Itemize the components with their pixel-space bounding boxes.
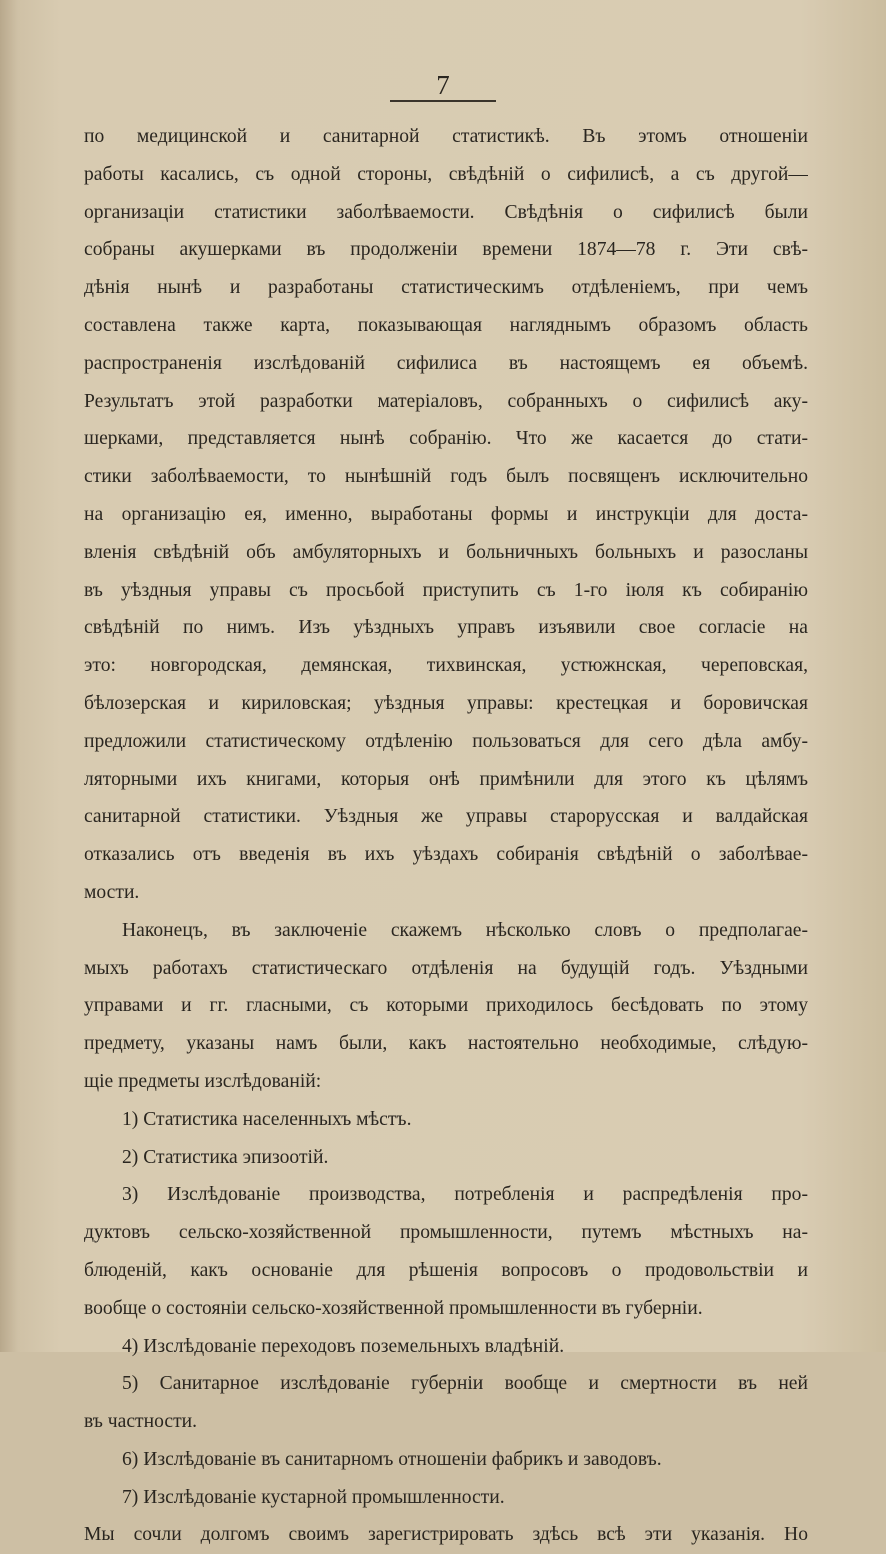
text-line: предмету, указаны намъ были, какъ настоятельно необходимые, слѣдую- [84, 1033, 808, 1055]
text-line: санитарной статистики. Уѣздныя же управы старорусская и валдайская [84, 806, 808, 828]
text-line: мыхъ работахъ статистическаго отдѣленія на будущій годъ. Уѣздными [84, 957, 808, 979]
text-line: ляторными ихъ книгами, которыя онѣ примѣнили для этого къ цѣлямъ [84, 768, 808, 790]
text-line: Результатъ этой разработки матеріаловъ, собранныхъ о сифилисѣ аку- [84, 390, 808, 412]
text-line: стики заболѣваемости, то нынѣшній годъ былъ посвященъ исключительно [84, 466, 808, 488]
text-line: вообще о состояніи сельско-хозяйственной промышленности въ губерніи. [84, 1297, 703, 1319]
text-line: на организацію ея, именно, выработаны формы и инструкціи для доста- [84, 503, 808, 525]
text-line: работы касались, съ одной стороны, свѣдѣній о сифилисѣ, а съ другой— [84, 163, 808, 185]
text-line: 2) Статистика эпизоотій. [122, 1146, 329, 1168]
text-line: 5) Санитарное изслѣдованіе губерніи вообще и смертности въ ней [122, 1373, 808, 1395]
text-line: 1) Статистика населенныхъ мѣстъ. [122, 1108, 412, 1130]
text-line: это: новгородская, демянская, тихвинская, устюжнская, череповская, [84, 655, 808, 677]
text-line: 6) Изслѣдованіе въ санитарномъ отношеніи фабрикъ и заводовъ. [122, 1448, 662, 1470]
text-line: предложили статистическому отдѣленію пользоваться для сего дѣла амбу- [84, 730, 808, 752]
text-line: дѣнія нынѣ и разработаны статистическимъ отдѣленіемъ, при чемъ [84, 277, 808, 299]
body-text [84, 118, 808, 1554]
text-line: блюденій, какъ основаніе для рѣшенія вопросовъ о продовольствіи и [84, 1259, 808, 1281]
text-line: по медицинской и санитарной статистикѣ. Въ этомъ отношеніи [84, 126, 808, 147]
text-line: организаціи статистики заболѣваемости. Свѣдѣнія о сифилисѣ были [84, 201, 808, 223]
text-line: въ частности. [84, 1411, 198, 1433]
text-line: шерками, представляется нынѣ собранію. Что же касается до стати- [84, 428, 808, 450]
text-line: вленія свѣдѣній объ амбуляторныхъ и больничныхъ больныхъ и разосланы [84, 541, 808, 563]
text-line: дуктовъ сельско-хозяйственной промышленности, путемъ мѣстныхъ на- [84, 1222, 808, 1244]
text-line: Наконецъ, въ заключеніе скажемъ нѣсколько словъ о предполагае- [122, 919, 808, 941]
text-line: свѣдѣній по нимъ. Изъ уѣздныхъ управъ изъявили свое согласіе на [84, 617, 808, 639]
text-line: Мы сочли долгомъ своимъ зарегистрировать здѣсь всѣ эти указанія. Но [84, 1524, 808, 1546]
page-number-rule [390, 100, 496, 102]
text-line: составлена также карта, показывающая нагляднымъ образомъ область [84, 314, 808, 336]
text-line: управами и гг. гласными, съ которыми приходилось бесѣдовать по этому [84, 995, 808, 1017]
text-line: распространенія изслѣдованій сифилиса въ настоящемъ ея объемѣ. [84, 352, 808, 374]
text-line: щіе предметы изслѣдованій: [84, 1070, 322, 1092]
text-line: въ уѣздныя управы съ просьбой приступить съ 1-го іюля къ собиранію [84, 579, 808, 601]
text-line: собраны акушерками въ продолженіи времени 1874—78 г. Эти свѣ- [84, 239, 808, 261]
text-line: мости. [84, 881, 140, 903]
text-line: отказались отъ введенія въ ихъ уѣздахъ собиранія свѣдѣній о заболѣвае- [84, 844, 808, 866]
text-line: 3) Изслѣдованіе производства, потребленія и распредѣленія про- [122, 1184, 808, 1206]
text-line: бѣлозерская и кириловская; уѣздныя управы: крестецкая и боровичская [84, 692, 808, 714]
text-line: 7) Изслѣдованіе кустарной промышленности. [122, 1486, 505, 1508]
page-number: 7 [436, 70, 450, 100]
text-line: 4) Изслѣдованіе переходовъ поземельныхъ владѣній. [122, 1335, 565, 1357]
